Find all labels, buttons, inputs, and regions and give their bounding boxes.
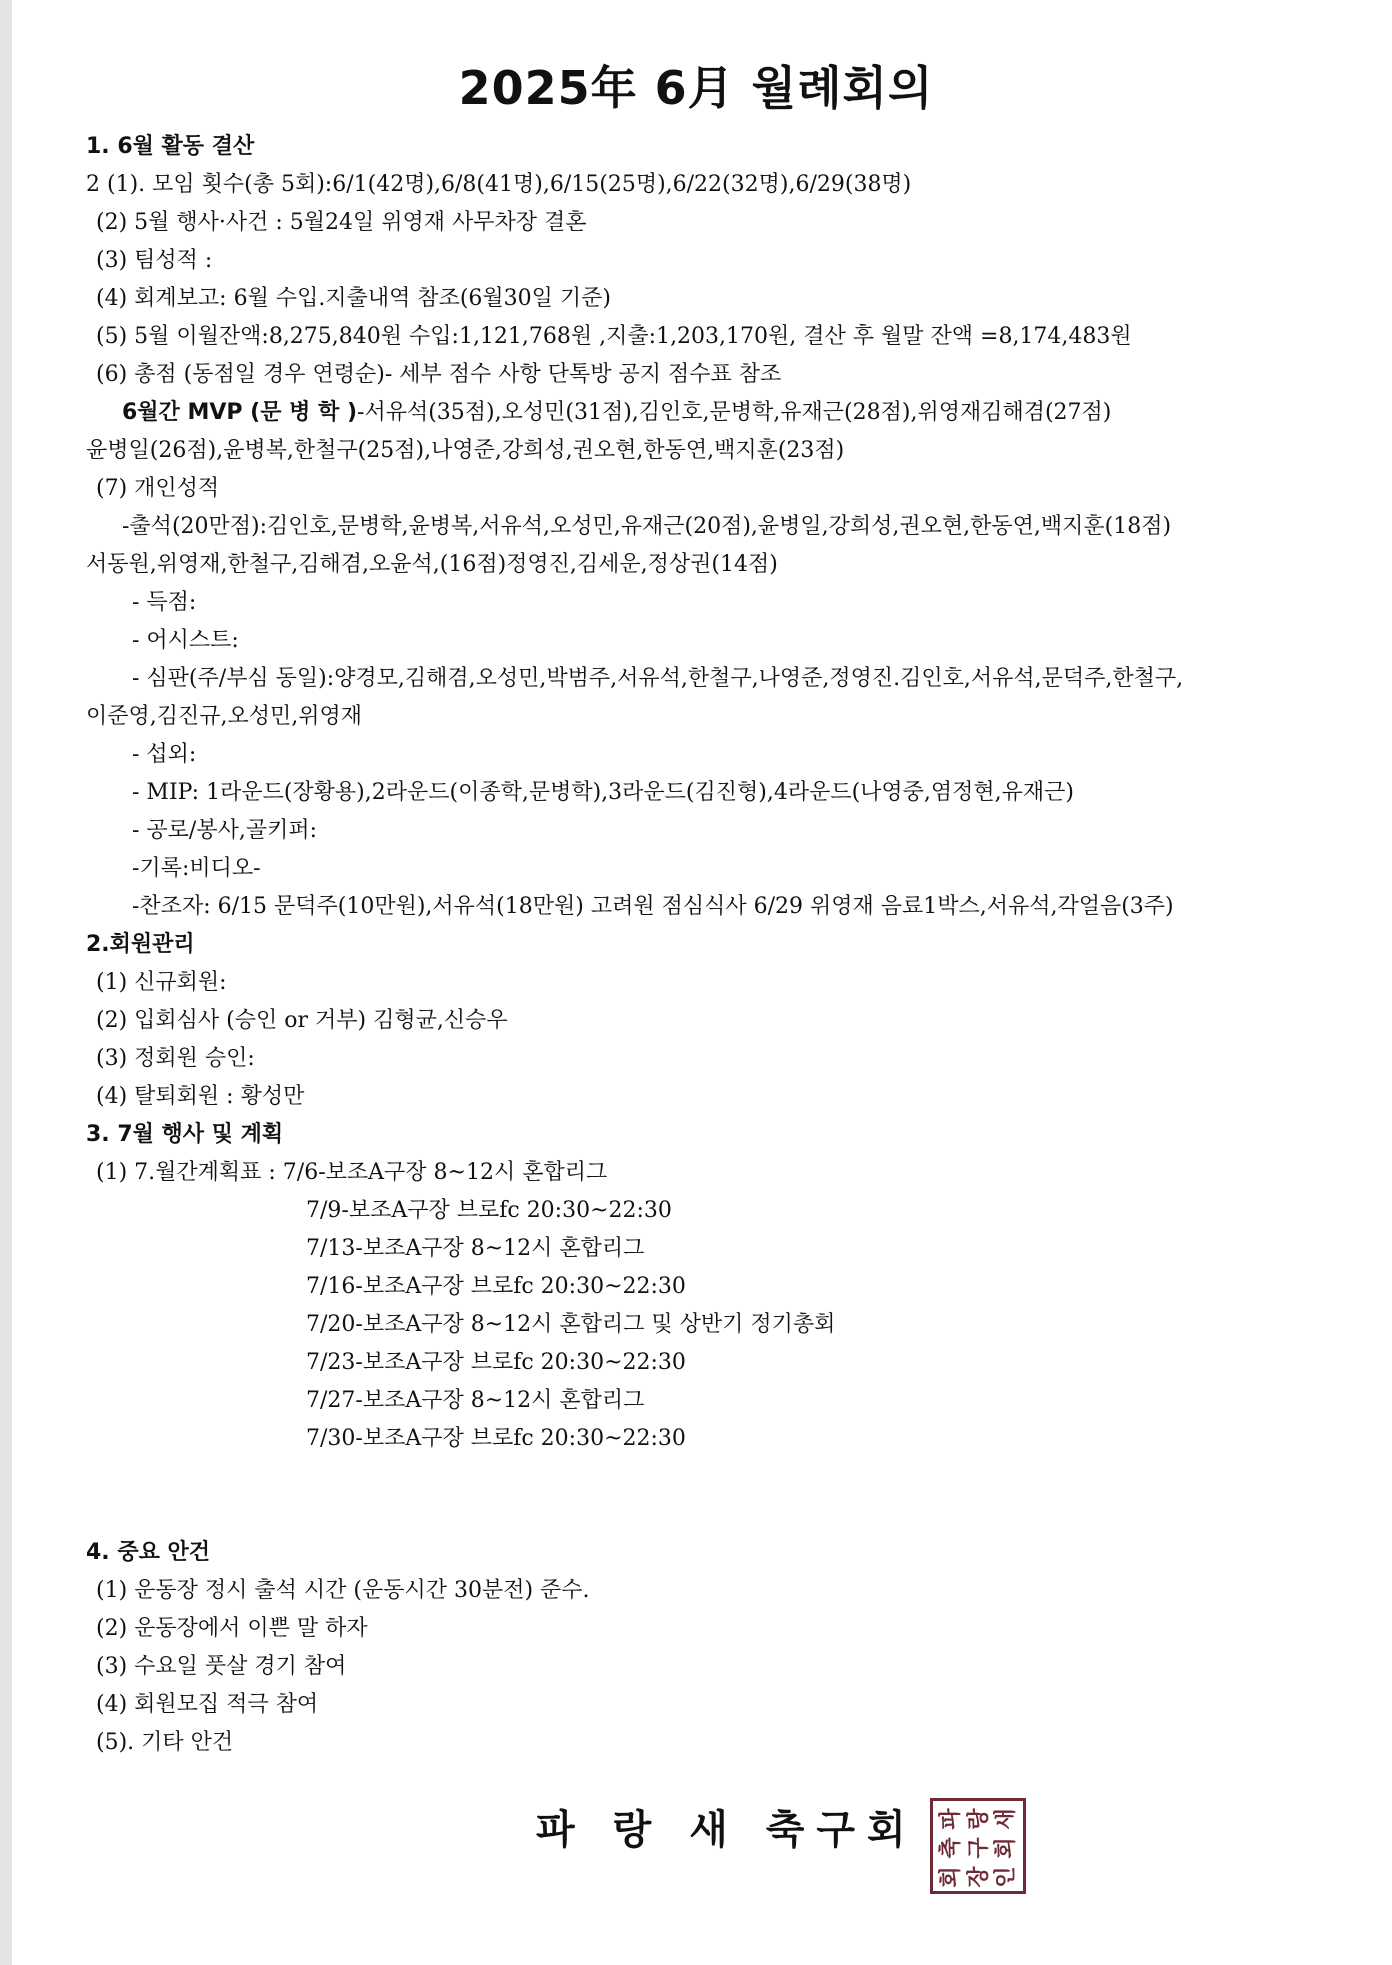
text-line: (3) 수요일 풋살 경기 참여: [96, 1654, 347, 1679]
text-line: - 어시스트:: [132, 628, 239, 653]
text-line: - 섭외:: [132, 742, 197, 767]
text-line: (4) 회원모집 적극 참여: [96, 1692, 319, 1717]
seal-glyph: 랑: [964, 1808, 991, 1830]
document-page: [86, 0, 1376, 1965]
mvp-ranking-text: -서유석(35점),오성민(31점),김인호,문병학,유재근(28점),위영재김해겸(27점): [357, 400, 1112, 425]
text-line: - MIP: 1라운드(장황용),2라운드(이종학,문병학),3라운드(김진형),4라운드(나영중,염정현,유재근): [132, 780, 1074, 805]
section-heading: 1. 6월 활동 결산: [86, 134, 255, 159]
seal-glyph: 장: [964, 1866, 991, 1888]
text-line: (1) 7.월간계획표 : 7/6-보조A구장 8~12시 혼합리그: [96, 1160, 608, 1185]
text-line: 7/30-보조A구장 브로fc 20:30~22:30: [306, 1426, 686, 1451]
text-line: (4) 회계보고: 6월 수입.지출내역 참조(6월30일 기준): [96, 286, 611, 311]
text-line: -찬조자: 6/15 문덕주(10만원),서유석(18만원) 고려원 점심식사 6/29 위영재 음료1박스,서유석,각얼음(3주): [132, 894, 1174, 919]
seal-glyph: 새: [992, 1808, 1019, 1830]
text-line: -기록:비디오-: [132, 856, 261, 881]
section-heading: 4. 중요 안건: [86, 1540, 210, 1565]
seal-glyph: 회: [937, 1866, 964, 1888]
section-heading: 2.회원관리: [86, 932, 195, 957]
section-heading: 3. 7월 행사 및 계획: [86, 1122, 284, 1147]
text-line: (3) 정회원 승인:: [96, 1046, 255, 1071]
seal-glyph: 파: [937, 1808, 964, 1830]
spacer: [86, 1458, 1376, 1534]
text-line: 7/27-보조A구장 8~12시 혼합리그: [306, 1388, 645, 1413]
text-line: (2) 운동장에서 이쁜 말 하자: [96, 1616, 368, 1641]
text-line: (6) 총점 (동점일 경우 연령순)- 세부 점수 사항 단톡방 공지 점수표 참조: [96, 362, 782, 387]
text-line: (5). 기타 안건: [96, 1730, 234, 1755]
text-line: 7/20-보조A구장 8~12시 혼합리그 및 상반기 정기총회: [306, 1312, 836, 1337]
text-line: -출석(20만점):김인호,문병학,윤병복,서유석,오성민,유재근(20점),윤병일,강희성,권오현,한동연,백지훈(18점): [122, 514, 1172, 539]
text-line: (7) 개인성적: [96, 476, 220, 501]
seal-glyph: 구: [964, 1837, 991, 1859]
text-line: (5) 5월 이월잔액:8,275,840원 수입:1,121,768원 ,지출:1,203,170원, 결산 후 월말 잔액 =8,174,483원: [96, 324, 1132, 349]
page-edge: [0, 0, 12, 1965]
official-seal-icon: [930, 1798, 1026, 1894]
document-title: 2025年 6月 월례회의: [458, 61, 934, 115]
text-line: - 공로/봉사,골키퍼:: [132, 818, 318, 843]
text-line: 7/9-보조A구장 브로fc 20:30~22:30: [306, 1198, 672, 1223]
text-line: (3) 팀성적 :: [96, 248, 213, 273]
text-line: - 득점:: [132, 590, 197, 615]
document-body: [86, 128, 1376, 1762]
text-line: 서동원,위영재,한철구,김해겸,오윤석,(16점)정영진,김세운,정상권(14점): [86, 552, 778, 577]
text-line: 7/16-보조A구장 브로fc 20:30~22:30: [306, 1274, 686, 1299]
text-line: - 심판(주/부심 동일):양경모,김해겸,오성민,박범주,서유석,한철구,나영준,정영진.김인호,서유석,문덕주,한철구,: [132, 666, 1184, 691]
seal-glyph: 회: [992, 1837, 1019, 1859]
text-line: 윤병일(26점),윤병복,한철구(25점),나영준,강희성,권오현,한동연,백지훈(23점): [86, 438, 845, 463]
seal-glyph: 인: [992, 1866, 1019, 1888]
text-line: (1) 운동장 정시 출석 시간 (운동시간 30분전) 준수.: [96, 1578, 590, 1603]
club-name: 파 랑 새 축구회: [536, 1807, 918, 1853]
text-line: 2 (1). 모임 횟수(총 5회):6/1(42명),6/8(41명),6/15(25명),6/22(32명),6/29(38명): [86, 172, 912, 197]
text-line: (2) 입회심사 (승인 or 거부) 김형균,신승우: [96, 1008, 508, 1033]
text-line: (1) 신규회원:: [96, 970, 227, 995]
mvp-label: 6월간 MVP (문 병 학 ): [122, 400, 358, 425]
seal-glyph: 축: [937, 1837, 964, 1859]
text-line: (4) 탈퇴회원 : 황성만: [96, 1084, 305, 1109]
text-line: (2) 5월 행사·사건 : 5월24일 위영재 사무차장 결혼: [96, 210, 587, 235]
text-line: [86, 394, 1376, 432]
text-line: 7/23-보조A구장 브로fc 20:30~22:30: [306, 1350, 686, 1375]
text-line: 이준영,김진규,오성민,위영재: [86, 704, 363, 729]
text-line: 7/13-보조A구장 8~12시 혼합리그: [306, 1236, 645, 1261]
